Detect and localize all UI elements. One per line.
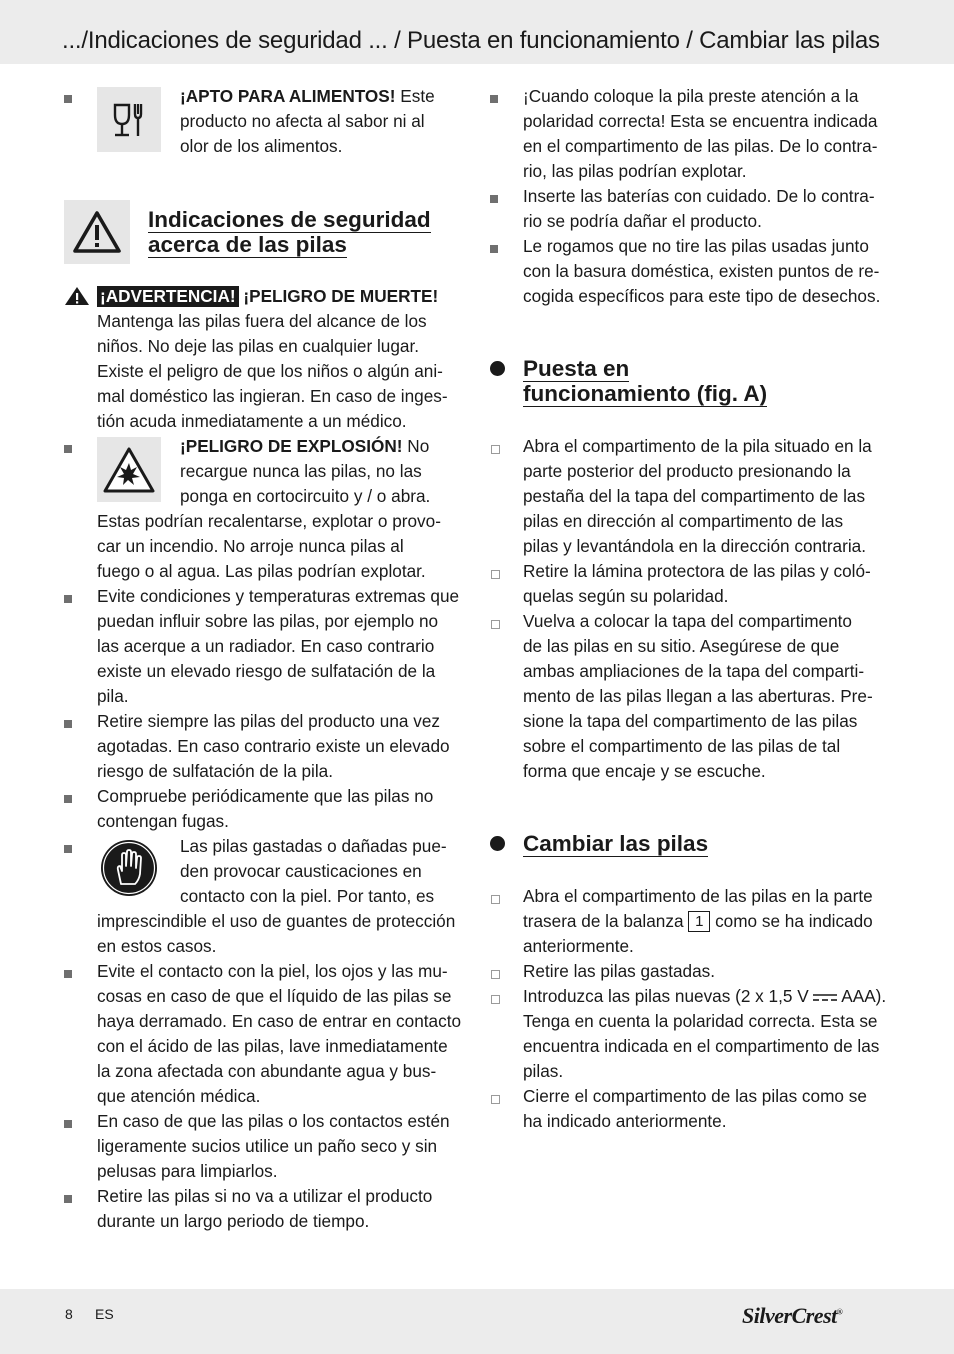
bullet xyxy=(64,595,72,603)
bullet xyxy=(490,195,498,203)
text-line: Existe el peligro de que los niños o algún ani- xyxy=(97,361,443,381)
brand-logo: SilverCrest® xyxy=(742,1303,843,1328)
explosion-icon xyxy=(97,437,161,502)
text-line: contengan fugas. xyxy=(97,811,229,831)
page-title: .../Indicaciones de seguridad ... / Puesta en funcionamiento / Cambiar las pilas xyxy=(62,27,880,54)
text-line: En caso de que las pilas o los contactos estén xyxy=(97,1111,450,1131)
text-line: Las pilas gastadas o dañadas pue- xyxy=(180,836,447,856)
text-line: trasera de la balanza 1 como se ha indicado xyxy=(523,911,873,931)
text-line: Retire siempre las pilas del producto una vez xyxy=(97,711,440,731)
text-line: tión acuda inmediatamente a un médico. xyxy=(97,411,407,431)
text-line: ha indicado anteriormente. xyxy=(523,1111,727,1131)
text-line: Abra el compartimento de las pilas en la parte xyxy=(523,886,873,906)
text-line: ambas ampliaciones de la tapa del comparti- xyxy=(523,661,865,681)
warning-small-icon xyxy=(64,286,90,311)
text-line: cogida específicos para este tipo de desechos. xyxy=(523,286,881,306)
text-line: Retire las pilas gastadas. xyxy=(523,961,716,981)
text-line: pila. xyxy=(97,686,129,706)
text-line: Abra el compartimento de la pila situado en la xyxy=(523,436,872,456)
explosion-text: ¡PELIGRO DE EXPLOSIÓN! No xyxy=(180,436,430,456)
step-bullet xyxy=(491,620,500,629)
text-line: recargue nunca las pilas, no las xyxy=(180,461,422,481)
text-line: Evite condiciones y temperaturas extremas que xyxy=(97,586,460,606)
bullet xyxy=(64,1195,72,1203)
bullet xyxy=(490,245,498,253)
text-line: con la basura doméstica, existen puntos de re- xyxy=(523,261,880,281)
language-code: ES xyxy=(95,1306,114,1322)
text-line: contacto con la piel. Por tanto, es xyxy=(180,886,435,906)
text-line: durante un largo periodo de tiempo. xyxy=(97,1211,370,1231)
text-line: Tenga en cuenta la polaridad correcta. Esta se xyxy=(523,1011,878,1031)
step-bullet xyxy=(491,445,500,454)
text-line: Mantenga las pilas fuera del alcance de los xyxy=(97,311,427,331)
text-line: sione la tapa del compartimento de las pilas xyxy=(523,711,858,731)
text-line: olor de los alimentos. xyxy=(180,136,343,156)
text-line: Vuelva a colocar la tapa del compartimento xyxy=(523,611,852,631)
text-line: pelusas para limpiarlos. xyxy=(97,1161,278,1181)
page-number: 8 xyxy=(65,1306,73,1322)
text-line: las acerque a un radiador. En caso contrario xyxy=(97,636,435,656)
text-line: ponga en cortocircuito y / o abra. xyxy=(180,486,431,506)
bullet xyxy=(64,795,72,803)
text-line: Estas podrían recalentarse, explotar o provo- xyxy=(97,511,441,531)
text-line: Introduzca las pilas nuevas (2 x 1,5 V AAA). xyxy=(523,984,886,1010)
figure-ref-box: 1 xyxy=(688,911,710,932)
text-line: producto no afecta al sabor ni al xyxy=(180,111,425,131)
warning-triangle-icon xyxy=(64,200,130,264)
bullet xyxy=(64,95,72,103)
text-line: mento de las pilas llegan a las aberturas. Pre- xyxy=(523,686,873,706)
section-title-battery-safety: Indicaciones de seguridad acerca de las pilas xyxy=(148,207,431,257)
text-line: pilas en dirección al compartimento de las xyxy=(523,511,844,531)
direct-current-icon xyxy=(813,985,837,1010)
text-line: ligeramente sucios utilice un paño seco y sin xyxy=(97,1136,438,1156)
text-line: Cierre el compartimento de las pilas como se xyxy=(523,1086,867,1106)
text-line: niños. No deje las pilas en cualquier lugar. xyxy=(97,336,419,356)
text-line: de las pilas en su sitio. Asegúrese de que xyxy=(523,636,840,656)
text-line: Retire las pilas si no va a utilizar el producto xyxy=(97,1186,433,1206)
step-bullet xyxy=(491,995,500,1004)
text-line: haya derramado. En caso de entrar en contacto xyxy=(97,1011,462,1031)
text-line: Inserte las baterías con cuidado. De lo contra- xyxy=(523,186,875,206)
section-dot xyxy=(490,836,505,851)
text-line: sobre el compartimento de las pilas de tal xyxy=(523,736,841,756)
text-line: agotadas. En caso contrario existe un elevado xyxy=(97,736,450,756)
text-line: Compruebe periódicamente que las pilas no xyxy=(97,786,434,806)
step-bullet xyxy=(491,970,500,979)
step-bullet xyxy=(491,570,500,579)
text-line: quelas según su polaridad. xyxy=(523,586,729,606)
bullet xyxy=(64,720,72,728)
text-line: fuego o al agua. Las pilas podrían explotar. xyxy=(97,561,426,581)
section-title-change-batteries: Cambiar las pilas xyxy=(523,831,709,856)
step-bullet xyxy=(491,895,500,904)
gloves-icon xyxy=(99,838,159,898)
text-line: en el compartimento de las pilas. De lo contra- xyxy=(523,136,878,156)
bullet xyxy=(64,970,72,978)
text-line: pilas y levantándola en la dirección contraria. xyxy=(523,536,866,556)
text-line: en estos casos. xyxy=(97,936,217,956)
section-title-operation: Puesta en funcionamiento (fig. A) xyxy=(523,356,768,406)
bullet xyxy=(490,95,498,103)
bullet xyxy=(64,1120,72,1128)
text-line: puedan influir sobre las pilas, por ejemplo no xyxy=(97,611,439,631)
food-safe-icon xyxy=(97,87,161,152)
text-line: Evite el contacto con la piel, los ojos y las mu- xyxy=(97,961,448,981)
text-line: con el ácido de las pilas, lave inmediatamente xyxy=(97,1036,448,1056)
text-line: mal doméstico las ingieran. En caso de inges- xyxy=(97,386,448,406)
text-line: den provocar causticaciones en xyxy=(180,861,422,881)
text-line: cosas en caso de que el líquido de las pilas se xyxy=(97,986,452,1006)
text-line: riesgo de sulfatación de la pila. xyxy=(97,761,334,781)
warning-heading: ¡ADVERTENCIA! ¡PELIGRO DE MUERTE! xyxy=(97,284,438,309)
text-line: rio se podría dañar el producto. xyxy=(523,211,762,231)
section-dot xyxy=(490,361,505,376)
text-line: forma que encaje y se escuche. xyxy=(523,761,766,781)
bullet xyxy=(64,445,72,453)
bullet xyxy=(64,845,72,853)
text-line: polaridad correcta! Esta se encuentra indicada xyxy=(523,111,878,131)
text-line: parte posterior del producto presionando la xyxy=(523,461,851,481)
text-line: que atención médica. xyxy=(97,1086,261,1106)
text-line: la zona afectada con abundante agua y bus- xyxy=(97,1061,437,1081)
text-line: anteriormente. xyxy=(523,936,634,956)
text-line: pestaña del la tapa del compartimento de las xyxy=(523,486,866,506)
text-line: rio, las pilas podrían explotar. xyxy=(523,161,747,181)
text-line: pilas. xyxy=(523,1061,564,1081)
text-line: encuentra indicada en el compartimento de las xyxy=(523,1036,880,1056)
text-line: imprescindible el uso de guantes de protección xyxy=(97,911,456,931)
text-line: ¡Cuando coloque la pila preste atención a la xyxy=(523,86,859,106)
text-line: existe un elevado riesgo de sulfatación de la xyxy=(97,661,436,681)
warning-badge: ¡ADVERTENCIA! xyxy=(97,286,239,307)
text-line: Retire la lámina protectora de las pilas y coló- xyxy=(523,561,871,581)
food-safe-text: ¡APTO PARA ALIMENTOS! Este xyxy=(180,86,435,106)
step-bullet xyxy=(491,1095,500,1104)
text-line: Le rogamos que no tire las pilas usadas junto xyxy=(523,236,869,256)
text-line: car un incendio. No arroje nunca pilas al xyxy=(97,536,404,556)
